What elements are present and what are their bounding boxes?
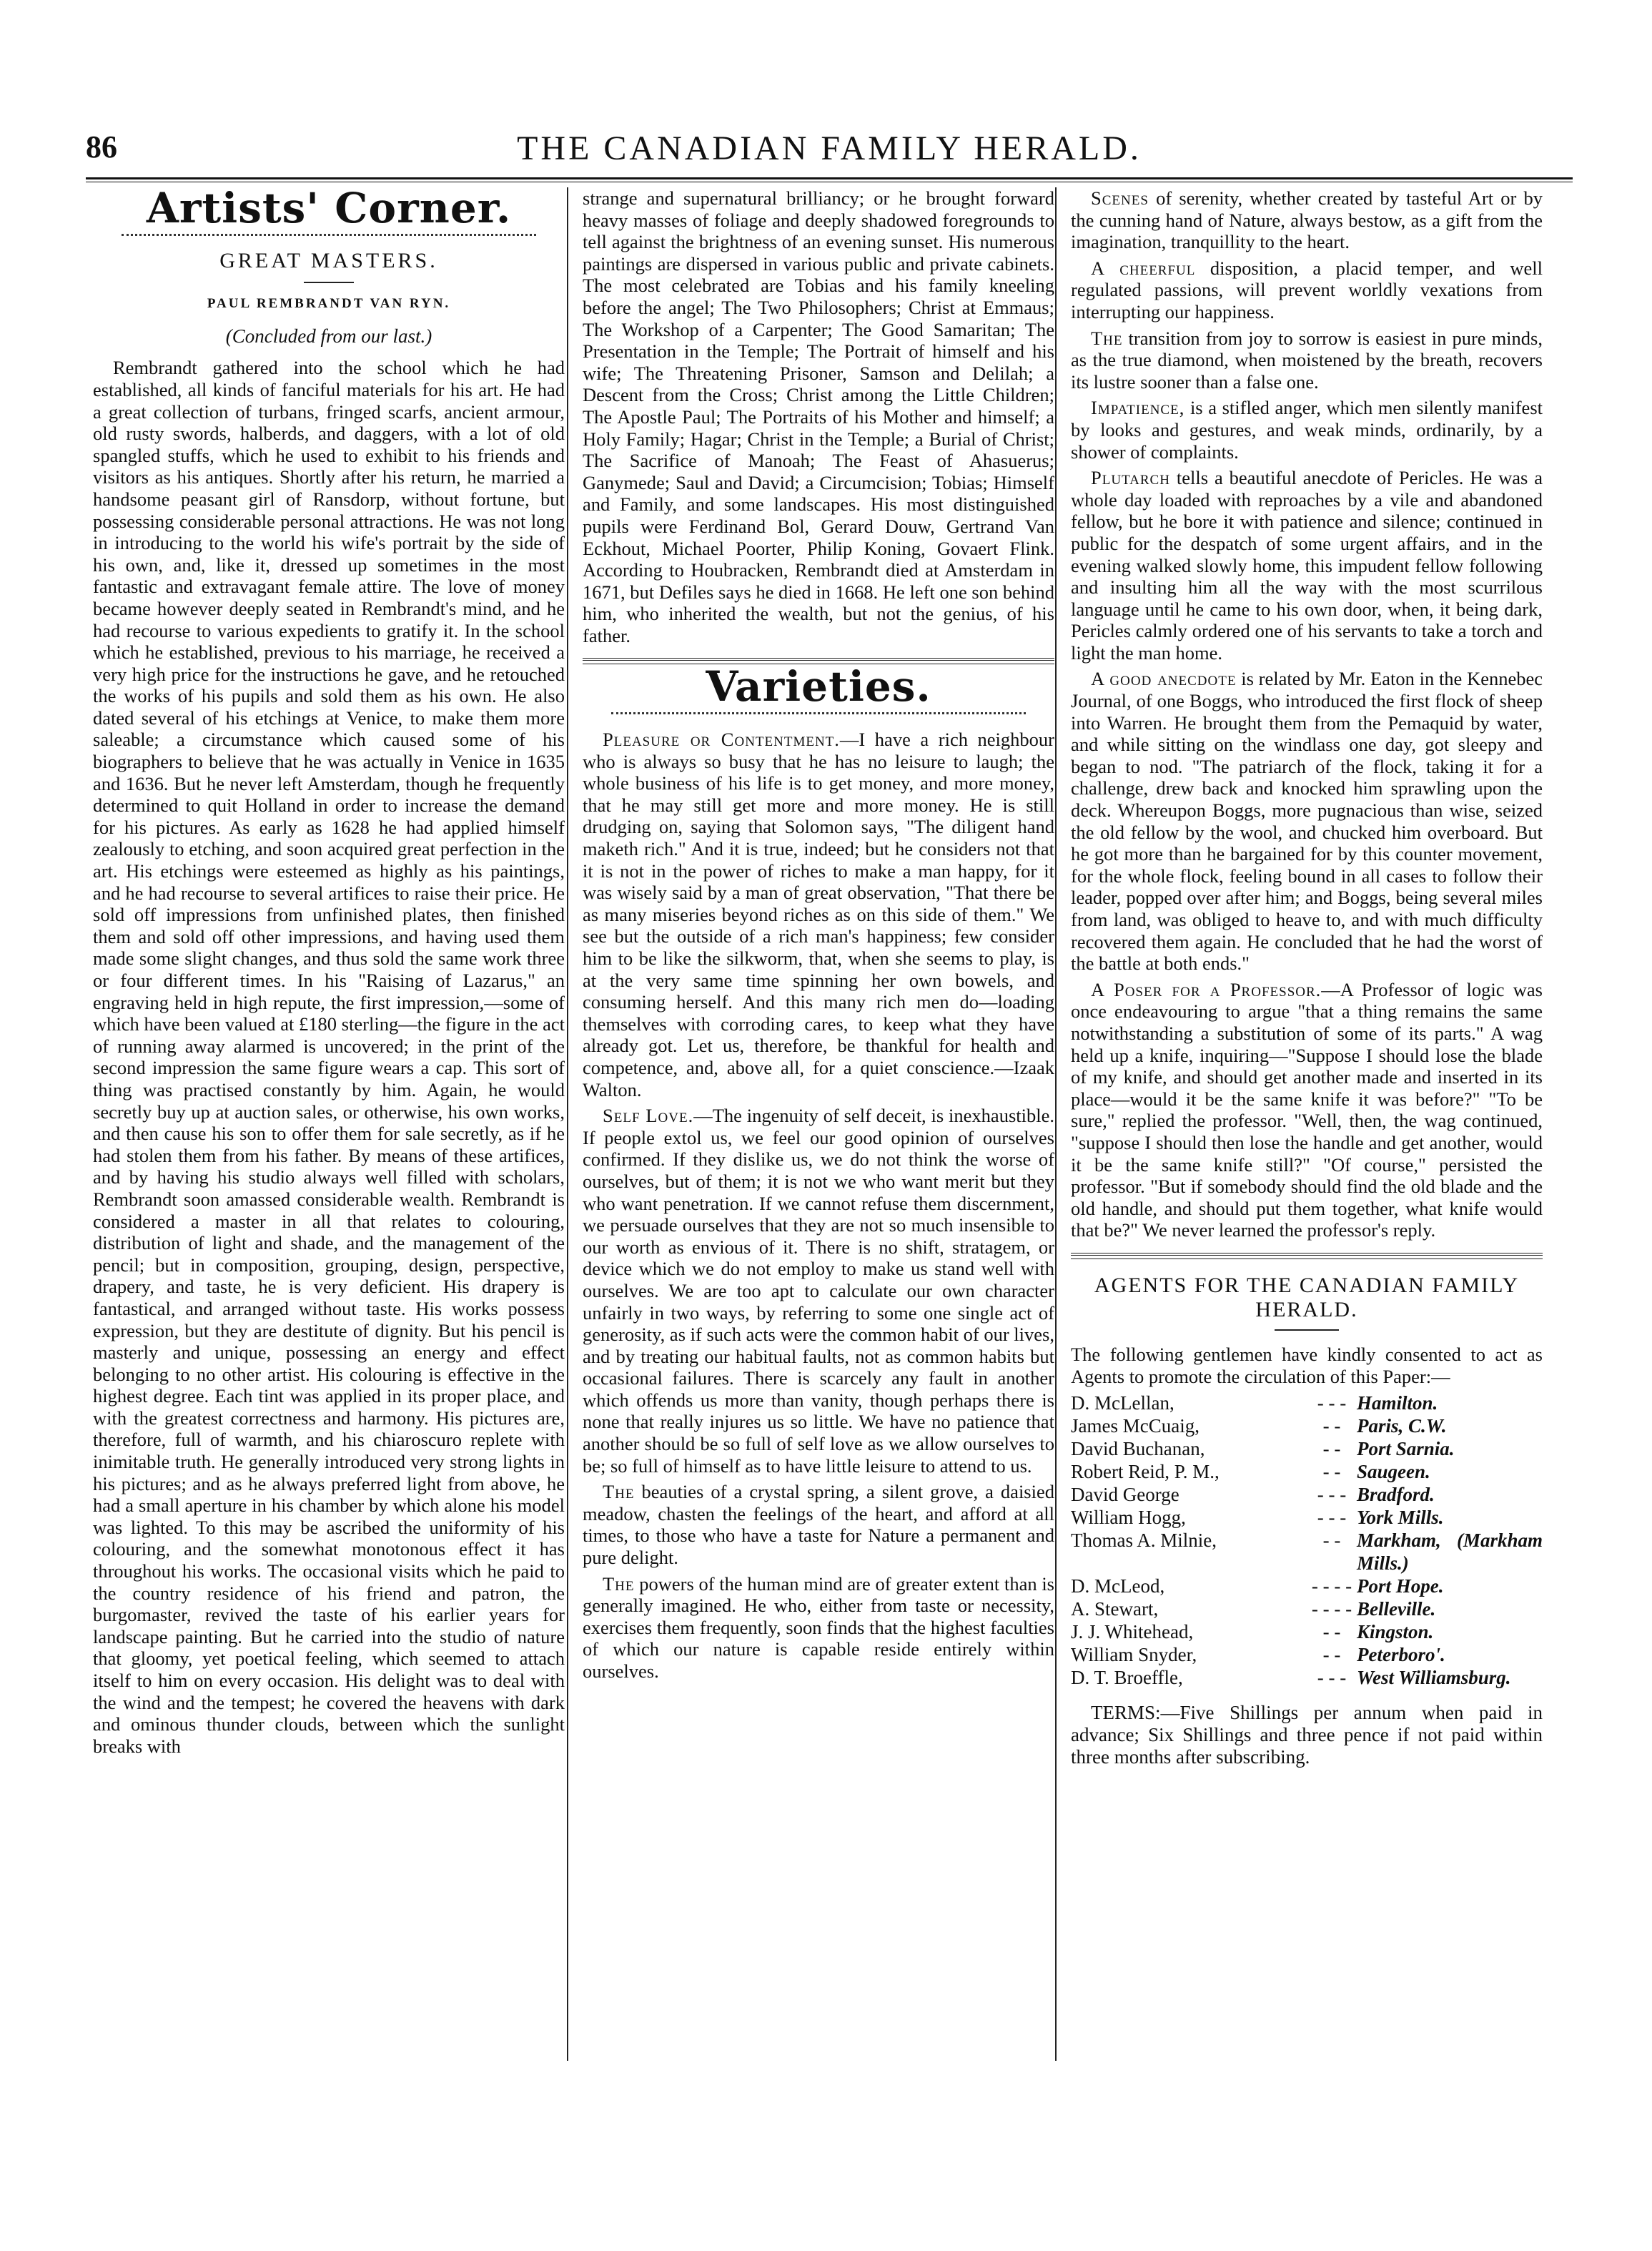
- text-run: The: [603, 1481, 635, 1503]
- text-run: A. Stewart,: [1071, 1598, 1159, 1620]
- text-run: is related by Mr. Eaton in the Kennebec Journal, of one Boggs, who introduced the first flock of sheep into Warren. He brought them from the Pemaquid by water, and while sitting on the windlass one day, got sleepy and began to nod. "The patriarch of the flock, taking it for a challenge, drew back and knocked him sprawling upon the deck. Whereupon Boggs, more pugnacious than wise, seized the old fellow by the wool, and chucked him overboard. But he got more than he bargained for by this counter movement, for the whole flock, feeling bound in all cases to follow their leader, popped over after him; and Boggs, being several miles from land, was obliged to heave to, and with much difficulty recovered them again. He concluded that he had the worst of the battle at both ends.": [1071, 668, 1543, 975]
- text-run: - -: [1322, 1644, 1341, 1666]
- text-run: J. J. Whitehead,: [1071, 1621, 1194, 1643]
- text-run: powers of the human mind are of greater extent than is generally imagined. He who, either from taste or necessity, exercises them frequently, soon finds that the highest faculties of which our nature is capable reside entirely within ourselves.: [583, 1572, 1054, 1682]
- agents-intro: The following gentlemen have kindly consented to act as Agents to promote the circulation of this Paper:—: [1071, 1343, 1543, 1387]
- agent-row: [1071, 1666, 1543, 1689]
- column-1: [93, 187, 565, 2061]
- column-rule: [567, 187, 568, 2061]
- agents-list: [1071, 1392, 1543, 1689]
- text-run: —A Professor of logic was once endeavouring to argue "that a thing remains the same notwithstanding a substitution of some of its parts." A wag held up a knife, inquiring—"Suppose I should lose the blade of my knife, and should get another made and inserted in its place—would it be the same knife it was before?" "To be sure," replied the professor. "Well, then, the wag continued, "suppose I should then lose the handle and get another, would it be the same knife still?" "Of course," persisted the professor. "But if somebody should find the old blade and the old handle, and should put them together, what knife would that be?" We never learned the professor's reply.: [1071, 978, 1543, 1241]
- variety-item: [1071, 327, 1543, 393]
- text-run: Port Sarnia.: [1357, 1438, 1455, 1460]
- text-run: - -: [1322, 1461, 1341, 1483]
- agent-row: [1071, 1414, 1543, 1437]
- text-run: - - - -: [1311, 1598, 1352, 1620]
- text-run: Self Love.: [603, 1105, 694, 1127]
- agent-row: [1071, 1529, 1543, 1575]
- page-number: 86: [86, 129, 117, 164]
- text-run: transition from joy to sorrow is easiest in pure minds, as the true diamond, when moistened by the breath, recovers its lustre sooner than a false one.: [1071, 327, 1543, 393]
- text-run: The: [603, 1572, 635, 1595]
- text-run: David Buchanan,: [1071, 1438, 1205, 1460]
- text-run: - -: [1322, 1415, 1341, 1437]
- text-run: A cheerful: [1091, 257, 1196, 279]
- text-run: The: [1091, 327, 1123, 349]
- text-run: Markham, (Markham Mills.): [1357, 1530, 1543, 1575]
- page-header: [86, 129, 1573, 179]
- newspaper-title: THE CANADIAN FAMILY HERALD.: [517, 129, 1142, 167]
- text-run: Pleasure or Contentment.: [603, 729, 840, 751]
- article-paragraph: Rembrandt gathered into the school which he had established, all kinds of fanciful materials for his art. He had a great collection of turbans, fringed scarfs, ancient armour, old rusty swords, halberds, and daggers, with a lot of old spangled stuffs, which he used to exhibit to his friends and visitors as his antiques. Shortly after his return, he married a handsome peasant girl of Ransdorp, without fortune, but possessing considerable personal attractions. He was not long in introducing to the world his wife's portrait by the side of his own, and, like it, dressed up sometimes in the most fantastic and extravagant female attire. The love of money became however deeply seated in Rembrandt's mind, and he had recourse to various expedients to gratify it. In the school which he established, previous to his marriage, he received a very high price for the instructions he gave, and he retouched the works of his pupils and sold them as his own. He also dated several of his etchings at Venice, to make them more saleable; a circumstance which caused some of his biographers to believe that he was actually in Venice in 1635 and 1636. But he never left Amsterdam, though he frequently determined to quit Holland in order to increase the demand for his pictures. As early as 1628 he had applied himself zealously to etching, and soon acquired great perfection in the art. His etchings were esteemed as highly as his paintings, and he had recourse to several artifices to raise their price. He sold off impressions from unfinished plates, then finished them and sold off other impressions, and having used them made some slight changes, and thus sold the same work three or four different times. In his "Raising of Lazarus," an engraving held in high repute, the first impression,—some of which have been valued at £180 sterling—the figure in the act of running away alarmed is uncovered; in the print of the second impression the same figure wears a cap. This sort of thing was practised constantly by him. Again, he would secretly buy up at auction sales, or otherwise, his own works, and then cause his son to offer them for sale secretly, as if he had stolen them from his father. By means of these artifices, and by having his studio always well filled with scholars, Rembrandt soon amassed considerable wealth. Rembrandt is considered a master in all that relates to colouring, distribution of light and shade, and the management of the pencil; but in composition, grouping, design, perspective, drapery, and taste, he is very deficient. His drapery is fantastical, and arranged without taste. His works possess expression, but they are destitute of dignity. But his pencil is masterly and unique, possessing an energy and effect belonging to no other artist. His colouring is effective in the highest degree. Each tint was applied in its proper place, and with the greatest correctness and harmony. His pictures are, therefore, full of warmth, and his chiaroscuro replete with inimitable truth. He generally introduced very strong lights in his pictures; and as he always preferred light from above, he had a small aperture in his chamber by which alone his model was lighted. To this may be ascribed the uniformity of his colouring, and the somewhat monotonous effect it has throughout his works. The occasional visits which he paid to the country residence of his friend and patron, the burgomaster, revived the taste of his earlier years for landscape painting. But he carried into the studio of nature that gloomy, yet poetical feeling, which seemed to attach itself to him on every occasion. His delight was to deal with the wind and the tempest; he covered the heavens with dark and ominous thunder clouds, between which the sunlight breaks with: [93, 357, 565, 1757]
- column-2: [583, 187, 1054, 2061]
- variety-item: [1071, 668, 1543, 974]
- text-run: A Poser for a Professor.: [1091, 978, 1322, 1000]
- variety-item: [1071, 187, 1543, 253]
- great-masters-heading: GREAT MASTERS.: [219, 248, 438, 272]
- text-run: Scenes: [1091, 187, 1149, 209]
- agent-row: [1071, 1643, 1543, 1666]
- text-run: - -: [1322, 1438, 1341, 1460]
- text-run: is a stifled anger, which men silently manifest by looks and gestures, and weak minds, ordinarily, by a shower of complaints.: [1071, 397, 1543, 463]
- agent-row: [1071, 1575, 1543, 1597]
- variety-item: [583, 1481, 1054, 1568]
- variety-item: [583, 1573, 1054, 1683]
- text-run: —I have a rich neighbour who is always so busy that he has no leisure to laugh; the whole business of his life is to get money, and more money, that he may still get more and more money. He is still drudging on, saying that Solomon says, "The diligent hand maketh rich." And it is true, indeed; but he considers not that it is not in the power of riches to make a man happy, for it was wisely said by a man of great observation, "That there be as many miseries beyond riches as on this side of them." We see but the outside of a rich man's happiness; few consider him to be like the silkworm, that, when she seems to play, is at the very same time spinning her own bowels, and consuming herself. And this many rich men do—loading themselves with corroding cares, to keep what they have already got. Let us, therefore, be thankful for health and competence, and, above all, for a quiet conscience.—Izaak Walton.: [583, 729, 1054, 1100]
- section-rule: [1071, 1253, 1543, 1259]
- text-run: - -: [1322, 1621, 1341, 1643]
- article-continuation: strange and supernatural brilliancy; or he brought forward heavy masses of foliage and deeply shadowed foregrounds to tell against the brightness of an evening sunset. His numerous paintings are dispersed in various public and private cabinets. The most celebrated are Tobias and his family kneeling before the angel; The Two Philosophers; Christ at Emmaus; The Workshop of a Carpenter; The Good Samaritan; The Presentation in the Temple; The Portrait of himself and his wife; The Threatening Prisoner, Samson and Delilah; a Descent from the Cross; Christ among the Little Children; The Apostle Paul; The Portraits of his Mother and himself; a Holy Family; Hagar; Christ in the Temple; a Burial of Christ; The Sacrifice of Manoah; The Feast of Ahasuerus; Ganymede; Saul and David; a Circumcision; Tobias; Himself and Family, and some landscapes. His most distinguished pupils were Ferdinand Bol, Gerard Douw, Gertrand Van Eckhout, Michael Poorter, Philip Koning, Govaert Flink. According to Houbracken, Rembrandt died at Amsterdam in 1671, but Defiles says he died in 1668. He left one son behind him, who inherited the wealth, but not the genius, of his father.: [583, 187, 1054, 646]
- text-run: - - -: [1317, 1507, 1347, 1529]
- text-run: Kingston.: [1357, 1621, 1434, 1643]
- agent-row: [1071, 1620, 1543, 1643]
- text-run: D. T. Broeffle,: [1071, 1667, 1183, 1689]
- agent-row: [1071, 1437, 1543, 1460]
- short-rule: [304, 282, 354, 283]
- text-run: Hamilton.: [1357, 1392, 1438, 1414]
- agent-row: [1071, 1597, 1543, 1620]
- agents-heading-line: AGENTS FOR THE CANADIAN FAMILY: [1094, 1273, 1520, 1297]
- text-run: James McCuaig,: [1071, 1415, 1200, 1437]
- text-run: —The ingenuity of self deceit, is inexhaustible. If people extol us, we feel our good opinion of ourselves confirmed. If they dislike us, we do not think the worse of ourselves, but of them; it is not we who want merit but they who want penetration. If we cannot refuse them discernment, we persuade ourselves that they are not so much insensible to our worth as envious of it. There is no shift, stratagem, or device which we do not employ to make us stand well with ourselves. We are too apt to calculate our own character unfairly in two ways, by referring to some one single act of generosity, as if such acts were the common habit of our lives, and by treating our habitual faults, not as common habits but occasional failures. There is scarcely any fault in another which offends us more than vanity, though perhaps there is none that really injures us so little. We have no patience that another should be so full of self love as we allow ourselves to be; so full of himself as to have little leisure to attend to us.: [583, 1105, 1054, 1477]
- text-run: Plutarch: [1091, 467, 1170, 489]
- continuation-note: (Concluded from our last.): [225, 325, 432, 347]
- text-run: David George: [1071, 1484, 1179, 1506]
- text-run: A good anecdote: [1091, 668, 1237, 690]
- text-run: Saugeen.: [1357, 1461, 1430, 1483]
- text-run: Belleville.: [1357, 1598, 1436, 1620]
- variety-item: [583, 729, 1054, 1100]
- varieties-heading: Varieties.: [706, 662, 931, 711]
- text-run: Impatience,: [1091, 397, 1185, 419]
- text-run: - - -: [1317, 1392, 1347, 1414]
- agents-heading-line: HERALD.: [1255, 1297, 1358, 1321]
- text-run: Peterboro'.: [1357, 1644, 1445, 1666]
- text-run: Bradford.: [1357, 1484, 1435, 1506]
- text-run: York Mills.: [1357, 1507, 1444, 1529]
- text-run: William Snyder,: [1071, 1644, 1197, 1666]
- article-subject: PAUL REMBRANDT VAN RYN.: [207, 296, 451, 312]
- artists-corner-heading: Artists' Corner.: [146, 187, 512, 232]
- text-run: D. McLeod,: [1071, 1575, 1165, 1597]
- variety-item: [1071, 979, 1543, 1241]
- variety-item: [583, 1105, 1054, 1477]
- variety-item: [1071, 397, 1543, 463]
- text-run: Thomas A. Milnie,: [1071, 1530, 1217, 1552]
- agent-row: [1071, 1506, 1543, 1529]
- agent-row: [1071, 1392, 1543, 1414]
- short-rule: [1275, 1329, 1339, 1331]
- text-run: Paris, C.W.: [1357, 1415, 1447, 1437]
- column-rule: [1055, 187, 1057, 2061]
- text-run: of serenity, whether created by tasteful Art or by the cunning hand of Nature, always bestow, as a gift from the imagination, tranquillity to the heart.: [1071, 187, 1543, 253]
- subscription-terms: TERMS:—Five Shillings per annum when paid in advance; Six Shillings and three pence if not paid within three months after subscribing.: [1071, 1702, 1543, 1768]
- text-run: - -: [1322, 1530, 1341, 1552]
- text-run: D. McLellan,: [1071, 1392, 1174, 1414]
- text-run: Robert Reid, P. M.,: [1071, 1461, 1220, 1483]
- text-run: disposition, a placid temper, and well regulated passions, will prevent worldly vexations from interrupting our happiness.: [1071, 257, 1543, 322]
- text-run: beauties of a crystal spring, a silent grove, a daisied meadow, chasten the feelings of the heart, and afford at all times, to those who have a taste for Nature a permanent and pure delight.: [583, 1481, 1054, 1569]
- text-run: - - - -: [1311, 1575, 1352, 1597]
- text-run: William Hogg,: [1071, 1507, 1186, 1529]
- agent-row: [1071, 1483, 1543, 1506]
- text-run: tells a beautiful anecdote of Pericles. He was a whole day loaded with reproaches by a vile and abandoned fellow, but he bore it with patience and silence; continued in public for the despatch of some urgent affairs, and in the evening walked slowly home, this impudent fellow following and insulting him all the way with the most scurrilous language until he came to his own door, when, it being dark, Pericles calmly ordered one of his servants to take a torch and light the man home.: [1071, 467, 1543, 664]
- agent-row: [1071, 1460, 1543, 1483]
- variety-item: [1071, 257, 1543, 323]
- text-run: West Williamsburg.: [1357, 1667, 1511, 1689]
- text-run: - - -: [1317, 1667, 1347, 1689]
- header-rule: [86, 177, 1573, 182]
- agents-heading: [1071, 1274, 1543, 1322]
- variety-item: [1071, 467, 1543, 664]
- text-run: - - -: [1317, 1484, 1347, 1506]
- text-run: Port Hope.: [1357, 1575, 1444, 1597]
- column-3: [1071, 187, 1543, 2061]
